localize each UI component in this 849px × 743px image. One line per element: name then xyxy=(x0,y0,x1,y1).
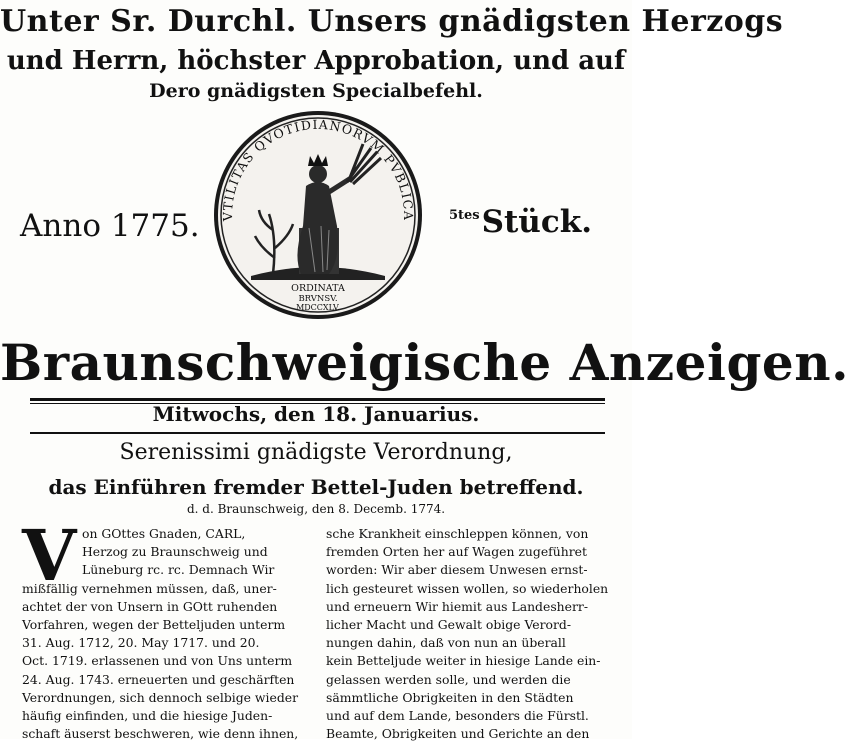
text-line: lich gesteuret wissen wollen, so wiederholen xyxy=(326,580,609,596)
text-line: fremden Orten her auf Wagen zugeführet xyxy=(326,544,587,560)
drop-cap: V xyxy=(22,514,77,597)
text-line: und erneuern Wir hiemit aus Landesherr- xyxy=(326,598,589,614)
text-line: on GOttes Gnaden, CARL, xyxy=(82,526,246,541)
text-line: schaft äuserst beschweren, wie denn ihnen, xyxy=(22,726,299,742)
text-line: worden: Wir aber diesem Unwesen ernst- xyxy=(326,562,588,578)
newspaper-title: Braunschweigische Anzeigen. xyxy=(0,333,849,392)
text-line: kein Betteljude weiter in hiesige Lande ein- xyxy=(326,653,601,669)
article-column-left xyxy=(22,525,312,743)
article-title-1: Serenissimi gnädigste Verordnung, xyxy=(119,440,513,465)
text-line: sche Krankheit einschleppen können, von xyxy=(326,526,589,541)
text-line: mißfällig vernehmen müssen, daß, uner- xyxy=(22,580,277,596)
text-line: häufig einfinden, und die hiesige Juden- xyxy=(22,708,273,724)
text-line: Verordnungen, sich dennoch selbige wieder xyxy=(22,689,299,705)
header-line-1: Unter Sr. Durchl. Unsers gnädigsten Herzogs xyxy=(0,4,784,39)
header-line-2: und Herrn, höchster Approbation, und auf xyxy=(6,46,626,76)
seal-emblem xyxy=(211,108,425,322)
issue-number-ordinal: 5tes xyxy=(448,208,480,223)
issue-number-word: Stück. xyxy=(481,204,592,240)
text-line: sämmtliche Obrigkeiten in den Städten xyxy=(326,689,574,705)
text-line: gelassen werden solle, und werden die xyxy=(326,671,571,687)
issue-number xyxy=(449,204,592,240)
text-line: und auf dem Lande, besonders die Fürstl. xyxy=(326,708,589,724)
text-line: 24. Aug. 1743. erneuerten und geschärften xyxy=(22,671,295,687)
rule-top-thick xyxy=(30,398,605,401)
article-dateline: d. d. Braunschweig, den 8. Decemb. 1774. xyxy=(186,502,446,516)
issue-date: Mitwochs, den 18. Januarius. xyxy=(152,402,480,426)
article-column-right xyxy=(326,525,616,743)
text-line: nungen dahin, daß von nun an überall xyxy=(326,635,566,651)
article-title-2: das Einführen fremder Bettel-Juden betreffend. xyxy=(48,475,584,499)
text-line: Vorfahren, wegen der Betteljuden unterm xyxy=(22,617,286,633)
text-line: achtet der von Unsern in GOtt ruhenden xyxy=(22,598,278,614)
text-line: Oct. 1719. erlassenen und von Uns unterm xyxy=(22,653,293,669)
text-line: Lüneburg rc. rc. Demnach Wir xyxy=(82,562,275,578)
text-line: 31. Aug. 1712, 20. May 1717. und 20. xyxy=(22,635,260,651)
seal-year: MDCCXLV. xyxy=(296,303,340,312)
seal-ordinata: ORDINATA xyxy=(291,283,345,294)
seal-inscription: VTILITAS QVOTIDIANORVM PVBLICA xyxy=(219,116,417,222)
text-line: Herzog zu Braunschweig und xyxy=(82,544,268,560)
seal-brunsv: BRVNSV. xyxy=(298,294,338,304)
rule-bottom xyxy=(30,432,605,434)
header-line-3: Dero gnädigsten Specialbefehl. xyxy=(149,80,483,102)
text-line: Beamte, Obrigkeiten und Gerichte an den xyxy=(326,726,590,742)
text-line: licher Macht und Gewalt obige Verord- xyxy=(326,617,572,633)
issue-year: Anno 1775. xyxy=(20,208,200,244)
